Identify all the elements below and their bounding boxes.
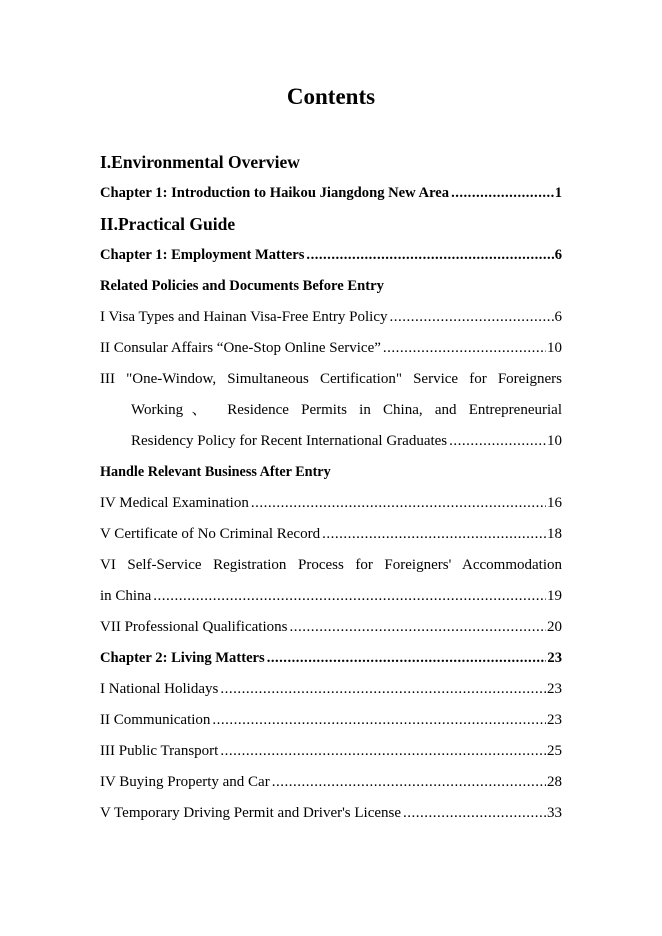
dot-leader [153,581,546,612]
page-number: 16 [547,495,562,511]
dot-leader [289,612,546,643]
toc-entry-label-line-2: in China [100,588,152,604]
toc-entry-label: V Certificate of No Criminal Record [100,526,321,542]
dot-leader [390,302,554,333]
dot-leader [220,736,546,767]
toc-entry-label-line-2: Working、 Residence Permits in China, and Entrepreneurial [131,402,562,418]
toc-entry-label: I National Holidays [100,681,219,697]
dot-leader [272,767,546,798]
toc-entry-driving-permit[interactable] [100,798,562,829]
toc-entry-public-transport[interactable] [100,736,562,767]
toc-entry-label: V Temporary Driving Permit and Driver's License [100,805,402,821]
toc-entry-chapter-introduction[interactable] [100,178,562,209]
toc-entry-label-line-1: III "One-Window, Simultaneous Certification" Service for Foreigners [100,371,562,387]
toc-entry-professional-qualifications[interactable] [100,612,562,643]
dot-leader [403,798,546,829]
toc-entry-visa-types[interactable] [100,302,562,333]
toc-entry-label-line-2-row [100,581,562,612]
dot-leader [220,674,546,705]
toc-entry-label: II Communication [100,712,211,728]
dot-leader [451,178,554,209]
page-number: 18 [547,526,562,542]
dot-leader [306,240,553,271]
page-number: 20 [547,619,562,635]
dot-leader [383,333,546,364]
page-number: 28 [547,774,562,790]
toc-entry-chapter-living[interactable] [100,643,562,674]
toc-entry-communication[interactable] [100,705,562,736]
toc-entry-label: IV Medical Examination [100,495,249,511]
toc-entry-label-line-3-row [100,426,562,457]
dot-leader [449,426,546,457]
toc-entry-national-holidays[interactable] [100,674,562,705]
toc-entry-label: III Public Transport [100,743,219,759]
toc-entry-label-line-3: Residency Policy for Recent International Graduates [131,433,448,449]
toc-entry-label: VII Professional Qualifications [100,619,288,635]
toc-entry-label: I Visa Types and Hainan Visa-Free Entry Policy [100,309,388,325]
page-number: 10 [547,340,562,356]
page-number: 6 [554,247,562,263]
subheading-after-entry: Handle Relevant Business After Entry [100,464,331,480]
dot-leader [267,643,547,674]
page-number: 10 [547,433,562,449]
page-number: 6 [554,309,562,325]
toc-entry-self-service-registration[interactable] [100,550,562,612]
toc-entry-no-criminal-record[interactable] [100,519,562,550]
toc-entry-label: IV Buying Property and Car [100,774,270,790]
toc-entry-label: Chapter 1: Employment Matters [100,247,305,263]
page-number: 23 [547,681,562,697]
dot-leader [251,488,546,519]
toc-entry-chapter-employment[interactable] [100,240,562,271]
page-number: 23 [547,712,562,728]
dot-leader [322,519,546,550]
page-title: Contents [286,84,376,109]
section-heading-environmental-overview: I.Environmental Overview [100,152,300,172]
toc-entry-consular-affairs[interactable] [100,333,562,364]
page-number: 33 [547,805,562,821]
toc-entry-label: Chapter 1: Introduction to Haikou Jiangdong New Area [100,185,450,201]
page-number: 25 [547,743,562,759]
toc-entry-one-window-service[interactable] [100,364,562,457]
section-heading-practical-guide: II.Practical Guide [100,214,236,234]
toc-entry-label-line-1: VI Self-Service Registration Process for Foreigners' Accommodation [100,557,562,573]
dot-leader [212,705,546,736]
toc-entry-label: Chapter 2: Living Matters [100,650,265,666]
toc-entry-medical-examination[interactable] [100,488,562,519]
page-number: 23 [547,650,562,666]
toc-entry-property-and-car[interactable] [100,767,562,798]
subheading-before-entry: Related Policies and Documents Before Entry [100,278,384,294]
page-number: 19 [547,588,562,604]
toc-entry-label: II Consular Affairs “One-Stop Online Service” [100,340,381,356]
table-of-contents [100,147,562,829]
page-number: 1 [554,185,562,201]
